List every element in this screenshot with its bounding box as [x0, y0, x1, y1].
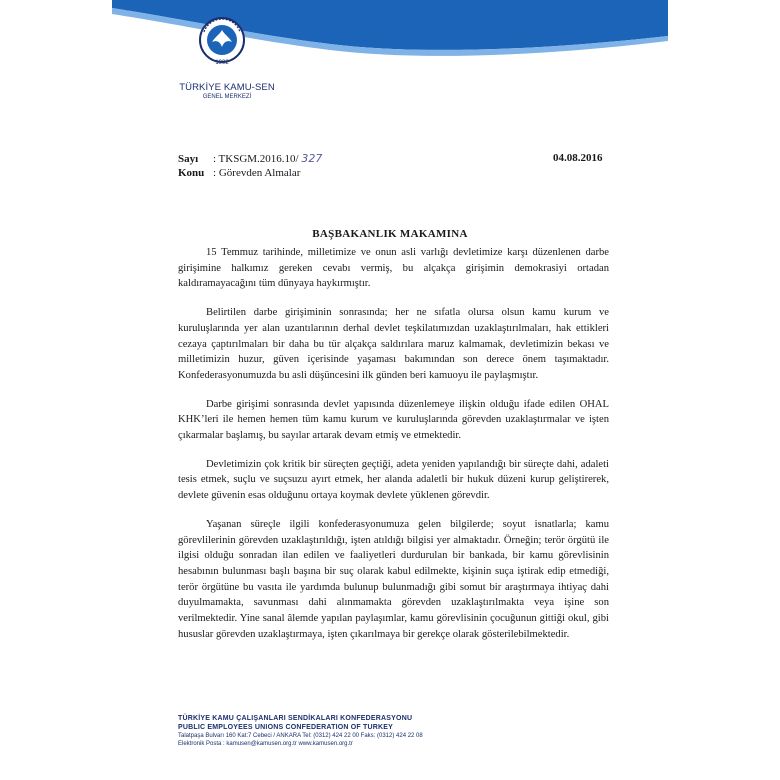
org-subtitle: GENEL MERKEZİ: [202, 94, 252, 100]
footer-address: Talatpaşa Bulvarı 160 Kat:7 Cebeci / ANKARA Tel: (0312) 424 22 00 Faks: (0312) 424 22 08: [178, 733, 423, 739]
paragraph: Devletimizin çok kritik bir süreçten geçtiği, adeta yeniden yapılandığı bir süreçte dahi, adaleti tesis etmek, suçlu ve suçsuzu ayırt etmek, her alanda adaletli bir hukuk düzeni kurup geliştirerek, devlete güvenin esas olduğunu ortaya koymak devlete yüklenen görevdir.: [178, 458, 609, 502]
paragraph: Darbe girişimi sonrasında devlet yapısında düzenlemeye ilişkin olduğu ifade edilen OHAL KHK’leri ile hemen hemen tüm kamu kurum ve kuruluşlarında görevden uzaklaştırmalar ve işten çıkarmalar başlamış, bu sayılar artarak devam etmiş ve etmektedir.: [178, 398, 609, 442]
letter-body: [178, 245, 609, 655]
letter-date: 04.08.2016: [553, 152, 603, 164]
org-name: TÜRKİYE KAMU-SEN: [179, 82, 275, 93]
sayi-row: [178, 152, 322, 165]
letter-title: BAŞBAKANLIK MAKAMINA: [312, 228, 468, 240]
footer-org-tr: TÜRKİYE KAMU ÇALIŞANLARI SENDİKALARI KONFEDERASYONU: [178, 715, 413, 722]
footer-org-en: PUBLIC EMPLOYEES UNIONS CONFEDERATION OF TURKEY: [178, 724, 394, 731]
paragraph: Yaşanan süreçle ilgili konfederasyonumuza gelen bilgilerde; soyut isnatlarla; kamu görevlilerinin görevden uzaklaştırıldığı, işten atıldığı bilgisi yer almaktadır. Örneğin; terör örgütü ile ilgisi olduğu sonradan ilan edilen ve faaliyetleri durdurulan bir bankada, bir kamu görevlisinin hesabının bulunması başlı başına bir suç olarak kabul edilmekte, kişinin suça iştirak edip etmediği, terör örgütüne bu vasıta ile yardımda bulunup bulunmadığı gibi somut bir araştırmaya ihtiyaç dahi duyulmamakta, savunması dahi alınmamakta görevden uzaklaştırılmakta veya işine son verilmektedir. Yine sanal âlemde yapılan paylaşımlar, kamu görevlisinin çocuğunun gittiği okul, gibi hususlar görevden uzaklaştırmaya, işten çıkarılmaya bir gerekçe olarak gösterilebilmektedir.: [178, 518, 609, 640]
sayi-value: : TKSGM.2016.10/: [212, 153, 299, 165]
footer-contact: Elektronik Posta : kamusen@kamusen.org.tr www.kamusen.org.tr: [178, 741, 353, 748]
konu-value: : Görevden Almalar: [213, 167, 301, 179]
kamu-sen-logo: [198, 14, 246, 82]
sayi-label: Sayı: [178, 153, 199, 165]
paragraph: 15 Temmuz tarihinde, milletimize ve onun asli varlığı devletimize karşı düzenlenen darbe girişimine halkımız gereken cevabı vermiş, bu alçakça girişimin demokrasiyi ortadan kaldıramayacağını tüm dünyaya haykırmıştır.: [178, 247, 609, 290]
paragraph: Belirtilen darbe girişiminin sonrasında; her ne sıfatla olursa olsun kamu kurum ve kuruluşlarında yer alan uzantılarının derhal devlet teşkilatımızdan uzaklaştırılmaları, hak ettikleri cezaya çaptırılmaları bir daha bu tür alçakça saldırılara maruz kalmamak, devletimizin bekası ve milletimizin huzur, güven içerisinde yaşaması bakımından son derece önem taşımaktadır. Konfederasyonumuzda bu asli düşüncesini ilk günden beri kamuoyu ile paylaşmıştır.: [178, 307, 609, 381]
sayi-handwritten-number: 327: [301, 152, 323, 165]
logo-year: 1992: [215, 60, 229, 66]
konu-row: [178, 167, 300, 179]
letter-footer: [178, 714, 423, 749]
konu-label: Konu: [178, 167, 205, 179]
